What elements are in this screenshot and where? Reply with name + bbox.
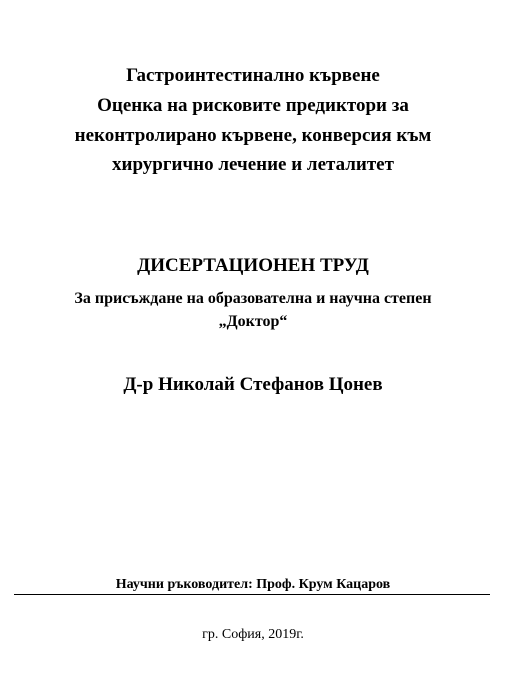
place-date: гр. София, 2019г. bbox=[202, 627, 304, 642]
title-line-1: Оценка на рисковите предиктори за bbox=[97, 95, 409, 116]
degree-line-1: За присъждане на образователна и научна степен bbox=[74, 290, 432, 307]
topic-heading: Гастроинтестинално кървене bbox=[126, 65, 380, 86]
supervisor: Научни ръководител: Проф. Крум Кацаров bbox=[115, 577, 391, 592]
degree-line-2: „Доктор“ bbox=[218, 313, 288, 330]
horizontal-rule bbox=[14, 594, 490, 595]
author-name: Д-р Николай Стефанов Цонев bbox=[123, 374, 383, 395]
title-line-3: хирургично лечение и леталитет bbox=[112, 154, 394, 175]
title-line-2: неконтролирано кървене, конверсия към bbox=[74, 125, 432, 146]
document-type: ДИСЕРТАЦИОНЕН ТРУД bbox=[137, 255, 369, 276]
